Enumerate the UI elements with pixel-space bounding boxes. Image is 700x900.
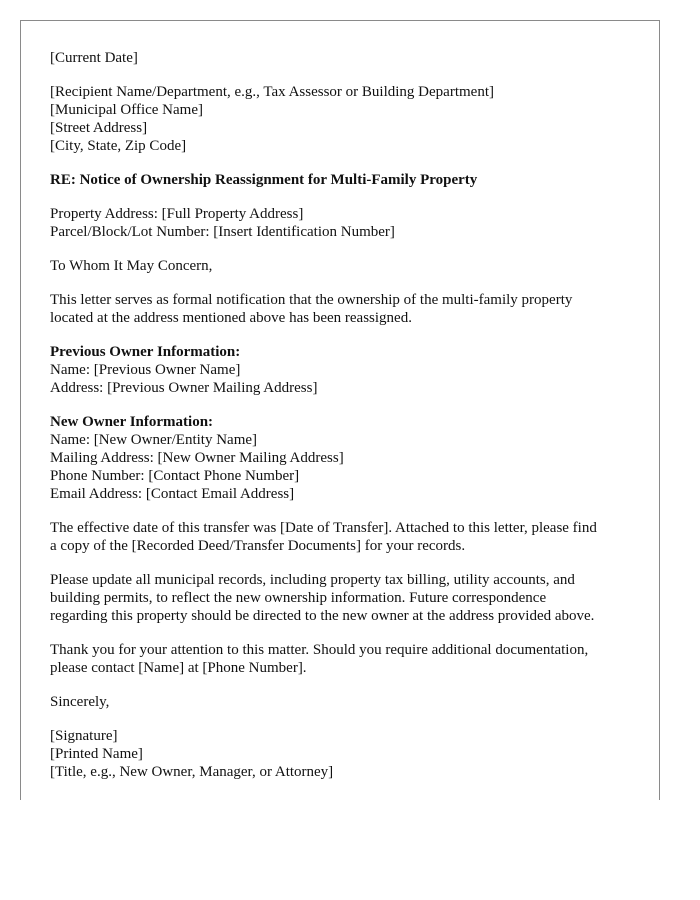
signature-placeholder: [Signature] xyxy=(50,728,118,744)
intro-line-1: This letter serves as formal notification that the ownership of the multi-family property xyxy=(50,292,573,308)
letter-body xyxy=(50,49,640,797)
salutation: To Whom It May Concern, xyxy=(50,258,213,274)
previous-owner-address: Address: [Previous Owner Mailing Address] xyxy=(50,380,318,396)
new-owner-block xyxy=(50,413,640,503)
update-line-2: building permits, to reflect the new ownership information. Future correspondence xyxy=(50,590,547,606)
update-line-1: Please update all municipal records, including property tax billing, utility accounts, and xyxy=(50,572,575,588)
new-owner-name: Name: [New Owner/Entity Name] xyxy=(50,432,258,448)
date-block xyxy=(50,49,640,67)
thanks-line-2: please contact [Name] at [Phone Number]. xyxy=(50,660,307,676)
salutation-block xyxy=(50,257,640,275)
recipient-office: [Municipal Office Name] xyxy=(50,102,203,118)
transfer-line-2: a copy of the [Recorded Deed/Transfer Documents] for your records. xyxy=(50,538,466,554)
letter-date: [Current Date] xyxy=(50,50,138,66)
new-owner-mailing: Mailing Address: [New Owner Mailing Address] xyxy=(50,450,344,466)
transfer-paragraph xyxy=(50,519,640,555)
subject-block xyxy=(50,171,640,189)
recipient-block xyxy=(50,83,640,155)
previous-owner-block xyxy=(50,343,640,397)
thanks-line-1: Thank you for your attention to this matter. Should you require additional documentation, xyxy=(50,642,589,658)
closing: Sincerely, xyxy=(50,694,110,710)
letter-page xyxy=(20,20,660,800)
transfer-line-1: The effective date of this transfer was [Date of Transfer]. Attached to this letter, please find xyxy=(50,520,597,536)
recipient-street: [Street Address] xyxy=(50,120,148,136)
update-line-3: regarding this property should be directed to the new owner at the address provided above. xyxy=(50,608,595,624)
signer-title: [Title, e.g., New Owner, Manager, or Attorney] xyxy=(50,764,334,780)
previous-owner-name: Name: [Previous Owner Name] xyxy=(50,362,241,378)
recipient-city: [City, State, Zip Code] xyxy=(50,138,187,154)
closing-block xyxy=(50,693,640,711)
intro-line-2: located at the address mentioned above has been reassigned. xyxy=(50,310,412,326)
update-paragraph xyxy=(50,571,640,625)
subject-line: RE: Notice of Ownership Reassignment for Multi-Family Property xyxy=(50,172,478,188)
thanks-paragraph xyxy=(50,641,640,677)
recipient-name: [Recipient Name/Department, e.g., Tax Assessor or Building Department] xyxy=(50,84,494,100)
property-address: Property Address: [Full Property Address] xyxy=(50,206,304,222)
intro-paragraph xyxy=(50,291,640,327)
signature-block xyxy=(50,727,640,781)
printed-name: [Printed Name] xyxy=(50,746,143,762)
property-parcel: Parcel/Block/Lot Number: [Insert Identification Number] xyxy=(50,224,395,240)
new-owner-heading: New Owner Information: xyxy=(50,414,214,430)
new-owner-email: Email Address: [Contact Email Address] xyxy=(50,486,295,502)
previous-owner-heading: Previous Owner Information: xyxy=(50,344,241,360)
property-block xyxy=(50,205,640,241)
new-owner-phone: Phone Number: [Contact Phone Number] xyxy=(50,468,300,484)
